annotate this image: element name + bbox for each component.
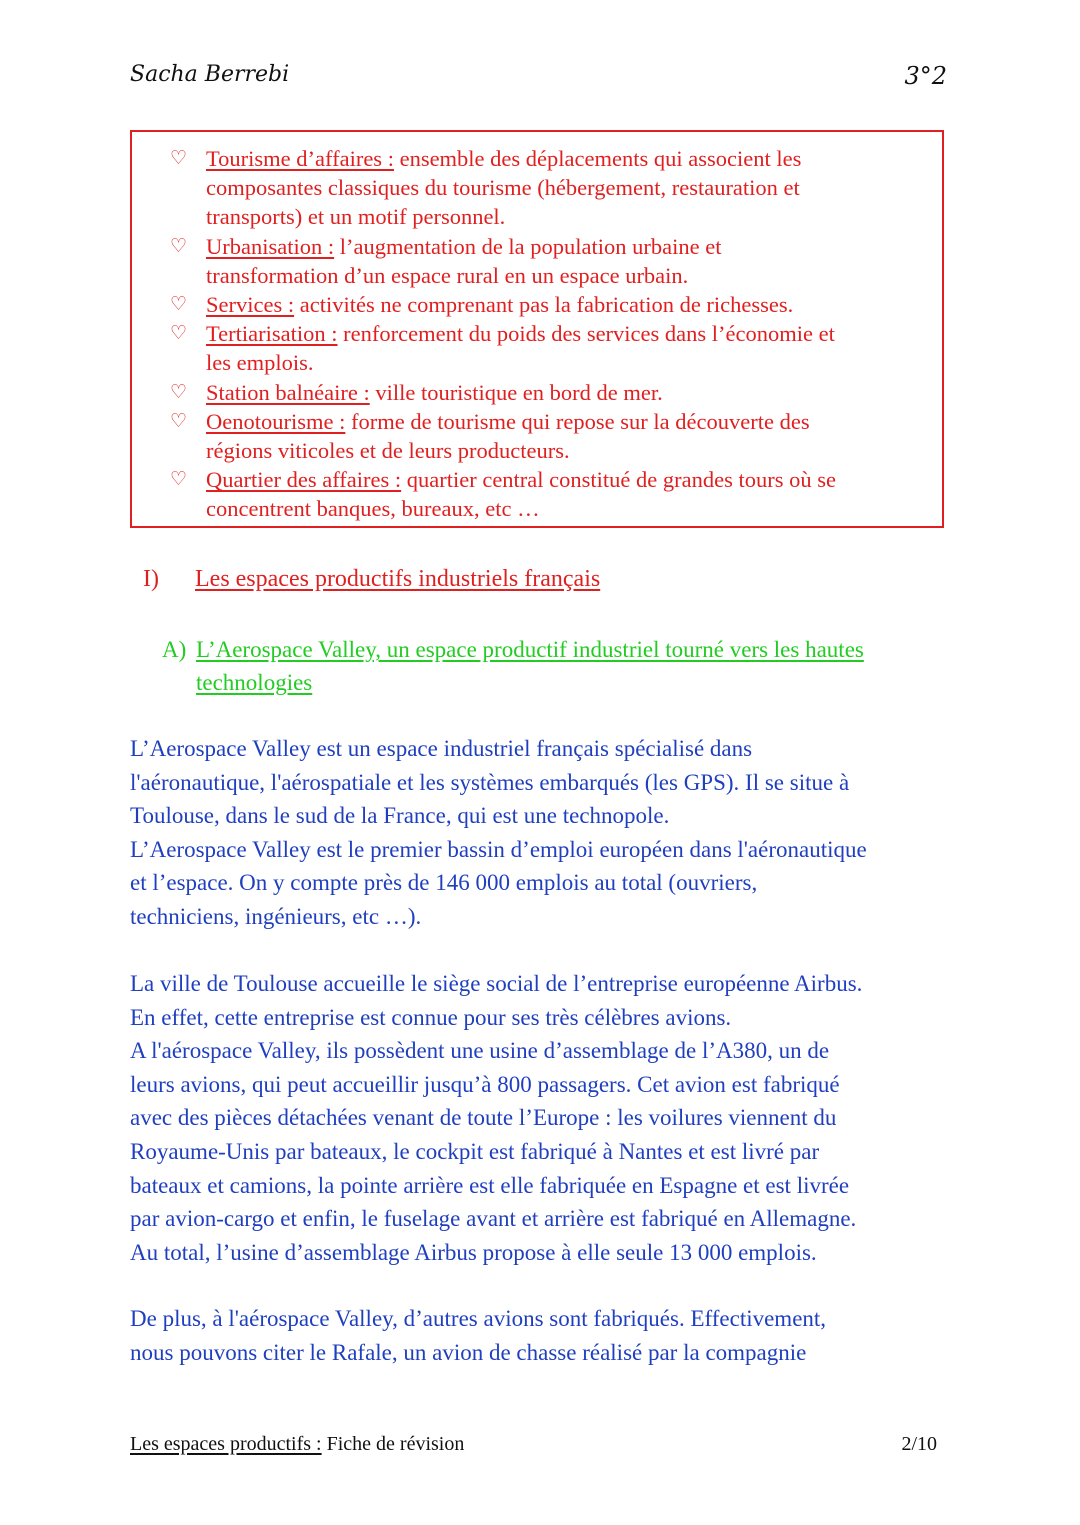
paragraph-line: techniciens, ingénieurs, etc …). — [130, 903, 422, 929]
paragraph-line: par avion-cargo et enfin, le fuselage avant et arrière est fabriqué en Allemagne. — [130, 1206, 857, 1232]
page-number: 2/10 — [901, 1433, 937, 1455]
vocab-definition: l’augmentation de la population urbaine et — [339, 233, 722, 259]
subsection-title-line1: L’Aerospace Valley, un espace productif industriel tourné vers les hautes — [196, 637, 864, 662]
vocab-term: Services : — [206, 292, 295, 318]
vocab-definition: concentrent banques, bureaux, etc … — [206, 496, 540, 522]
subsection-heading — [162, 633, 942, 699]
vocab-item — [170, 290, 910, 319]
paragraph-line: Royaume-Unis par bateaux, le cockpit est fabriqué à Nantes et est livré par — [130, 1138, 820, 1164]
vocab-term: Oenotourisme : — [206, 408, 346, 434]
vocabulary-box — [130, 130, 944, 528]
vocab-definition: activités ne comprenant pas la fabrication de richesses. — [299, 292, 794, 318]
vocab-item — [170, 465, 910, 523]
paragraph-line: Toulouse, dans le sud de la France, qui est une technopole. — [130, 803, 670, 829]
vocab-term: Quartier des affaires : — [206, 467, 402, 493]
paragraph-line: bateaux et camions, la pointe arrière est elle fabriquée en Espagne et est livrée — [130, 1172, 850, 1198]
paragraph-line: De plus, à l'aérospace Valley, d’autres avions sont fabriqués. Effectivement, — [130, 1306, 827, 1331]
footer-title — [130, 1433, 464, 1456]
paragraph-line: Au total, l’usine d’assemblage Airbus propose à elle seule 13 000 emplois. — [130, 1239, 817, 1265]
vocab-term: Urbanisation : — [206, 233, 335, 259]
section-heading — [143, 566, 600, 593]
heart-bullet-icon: ♡ — [170, 147, 188, 169]
paragraph-line: avec des pièces détachées venant de toute l’Europe : les voilures viennent du — [130, 1105, 837, 1131]
heart-bullet-icon: ♡ — [170, 409, 188, 432]
paragraph — [130, 967, 960, 1269]
subsection-letter: A) — [162, 637, 187, 662]
paragraph-line: nous pouvons citer le Rafale, un avion de chasse réalisé par la compagnie — [130, 1339, 807, 1365]
vocab-definition: transformation d’un espace rural en un espace urbain. — [206, 262, 689, 288]
section-number: I) — [143, 566, 159, 592]
vocab-item — [170, 407, 910, 465]
heart-bullet-icon: ♡ — [170, 322, 188, 345]
paragraph-line: La ville de Toulouse accueille le siège social de l’entreprise européenne Airbus. — [130, 971, 863, 996]
vocabulary-list — [170, 144, 910, 524]
paragraph-line: En effet, cette entreprise est connue pour ses très célèbres avions. — [130, 1004, 732, 1030]
paragraph-line: A l'aérospace Valley, ils possèdent une usine d’assemblage de l’A380, un de — [130, 1038, 830, 1064]
vocab-item — [170, 232, 910, 290]
vocab-term: Tertiarisation : — [206, 321, 338, 347]
vocab-definition: régions viticoles et de leurs producteurs. — [206, 438, 570, 464]
vocab-definition: forme de tourisme qui repose sur la découverte des — [350, 408, 810, 434]
vocab-definition: ensemble des déplacements qui associent les — [399, 146, 802, 171]
vocab-definition: transports) et un motif personnel. — [206, 204, 506, 230]
vocab-item — [170, 144, 910, 232]
subsection-title-line2: technologies — [196, 670, 313, 695]
vocab-definition: les emplois. — [206, 350, 314, 376]
paragraph-line: L’Aerospace Valley est le premier bassin d’emploi européen dans l'aéronautique — [130, 836, 867, 862]
paragraph — [130, 1302, 960, 1369]
paragraph-line: l'aéronautique, l'aérospatiale et les systèmes embarqués (les GPS). Il se situe à — [130, 769, 850, 795]
paragraph-line: leurs avions, qui peut accueillir jusqu’à 800 passagers. Cet avion est fabriqué — [130, 1071, 840, 1097]
paragraph-line: et l’espace. On y compte près de 146 000 emplois au total (ouvriers, — [130, 870, 758, 896]
vocab-item — [170, 378, 910, 407]
footer-topic: Les espaces productifs : — [130, 1433, 322, 1455]
vocab-definition: renforcement du poids des services dans l’économie et — [343, 321, 835, 347]
vocab-definition: composantes classiques du tourisme (hébergement, restauration et — [206, 175, 800, 201]
vocab-definition: quartier central constitué de grandes tours où se — [406, 467, 836, 493]
class-label: 3°2 — [904, 62, 947, 90]
section-title: Les espaces productifs industriels français — [195, 566, 601, 592]
heart-bullet-icon: ♡ — [170, 380, 188, 403]
paragraph — [130, 732, 960, 934]
vocab-term: Station balnéaire : — [206, 379, 370, 405]
vocab-definition: ville touristique en bord de mer. — [375, 379, 663, 405]
paragraph-line: L’Aerospace Valley est un espace industriel français spécialisé dans — [130, 736, 753, 761]
heart-bullet-icon: ♡ — [170, 468, 188, 491]
footer-doc-type: Fiche de révision — [326, 1433, 465, 1455]
heart-bullet-icon: ♡ — [170, 234, 188, 257]
vocab-item — [170, 319, 910, 377]
vocab-term: Tourisme d’affaires : — [206, 146, 394, 171]
author-name: Sacha Berrebi — [130, 62, 290, 87]
heart-bullet-icon: ♡ — [170, 293, 188, 316]
